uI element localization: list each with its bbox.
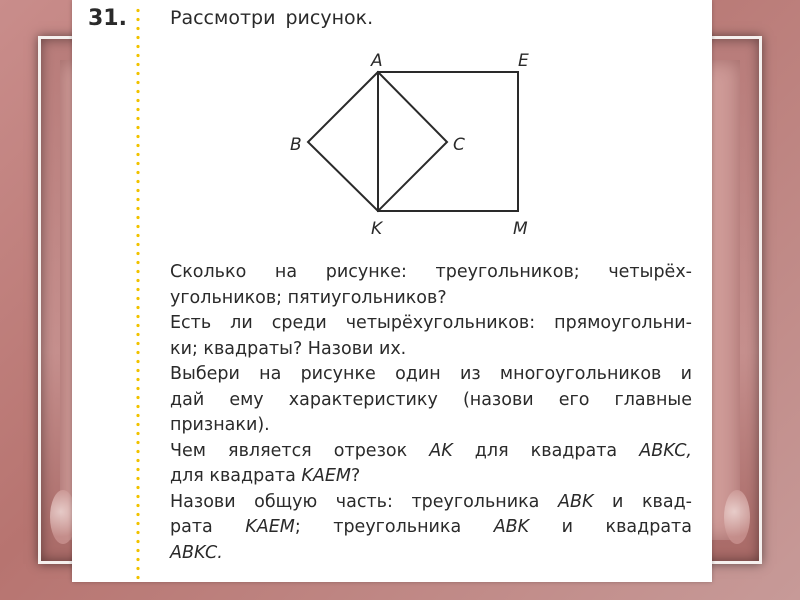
vertex-label-m: M bbox=[513, 219, 528, 239]
q5-text-a: Назови общую часть: треугольника bbox=[170, 491, 558, 512]
q4-text-d: ? bbox=[351, 466, 361, 486]
question-5-line-2 bbox=[170, 515, 692, 541]
vertex-label-e: E bbox=[518, 51, 529, 71]
question-1-line-2: угольников; пятиугольников? bbox=[170, 287, 447, 308]
segment-ak-label: AK bbox=[429, 440, 453, 461]
q4-text-a: Чем является отрезок bbox=[170, 440, 430, 461]
question-4 bbox=[170, 439, 692, 490]
question-3 bbox=[170, 362, 692, 439]
task-number: 31. bbox=[88, 6, 127, 31]
geometry-figure bbox=[72, 0, 712, 250]
question-4-line-2 bbox=[170, 464, 692, 490]
question-1-line-1: Сколько на рисунке: треугольников; четырёх- bbox=[170, 262, 692, 282]
triangle-abk-label-2: ABK bbox=[493, 517, 530, 537]
vertex-label-b: B bbox=[290, 135, 302, 155]
frame-ornament-right bbox=[724, 490, 750, 544]
question-2 bbox=[170, 311, 692, 362]
question-4-line-1 bbox=[170, 439, 692, 465]
square-kaem-label: KAEM bbox=[301, 466, 352, 486]
task-questions bbox=[170, 260, 692, 566]
q5-text-b: и квад- bbox=[593, 491, 692, 512]
q4-text-b: для квадрата bbox=[452, 440, 640, 461]
q5-text-e: и квадрата bbox=[529, 517, 692, 537]
question-3-line-2: дай ему характеристику (назови его главные bbox=[170, 389, 692, 410]
question-5 bbox=[170, 490, 692, 567]
task-heading: Рассмотри рисунок. bbox=[170, 7, 374, 29]
q5-text-d: ; треугольника bbox=[294, 517, 494, 537]
square-abkc-label: ABKC, bbox=[639, 440, 692, 461]
question-2-line-1: Есть ли среди четырёхугольников: прямоугольни- bbox=[170, 313, 692, 333]
vertex-label-c: C bbox=[453, 135, 465, 155]
question-1 bbox=[170, 260, 692, 311]
question-3-line-1: Выбери на рисунке один из многоугольников и bbox=[170, 364, 692, 384]
textbook-page bbox=[72, 0, 712, 582]
question-5-line-1 bbox=[170, 490, 692, 516]
vertex-label-k: K bbox=[371, 219, 383, 239]
question-3-line-3: признаки). bbox=[170, 415, 270, 435]
question-2-line-2: ки; квадраты? Назови их. bbox=[170, 338, 407, 359]
triangle-abk-label: ABK bbox=[557, 491, 594, 512]
vertex-label-a: A bbox=[371, 51, 383, 71]
q5-text-c: рата bbox=[170, 517, 246, 537]
square-abkc-label-2: ABKC. bbox=[170, 542, 223, 563]
square-kaem-label-2: KAEM bbox=[245, 517, 295, 537]
q4-text-c: для квадрата bbox=[170, 466, 302, 486]
